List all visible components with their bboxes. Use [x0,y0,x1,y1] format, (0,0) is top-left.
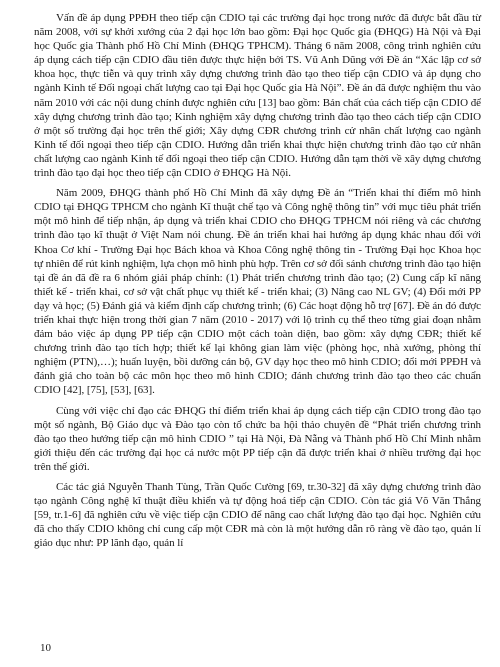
page-number: 10 [40,642,51,654]
paragraph-authors-research: Các tác giả Nguyễn Thanh Tùng, Trần Quốc Cường [69, tr.30-32] đã xây dựng chương trình đào tạo ngành Công nghệ kĩ thuật điều khiển và tự động hoá tiếp cận CDIO. Còn tác giả Võ Văn Thắng [59, tr.1-6] đã nghiên cứu về việc tiếp cận CDIO để nâng cao chất lượng đào tạo đại học. Nghiên cứu đã cho thấy CDIO không chỉ cung cấp một CĐR mà còn là một hướng dẫn rõ ràng về đào tạo, quản lí giáo dục như: PP lãnh đạo, quản lí [34,481,481,550]
paragraph-cdio-history-2008: Vấn đề áp dụng PPĐH theo tiếp cận CDIO tại các trường đại học trong nước đã được bắt đầu từ năm 2008, với sự khởi xướng của 2 đại học lớn bao gồm: Đại học Quốc gia (ĐHQG) Hà Nội và Đại học Quốc gia Thành phố Hồ Chí Minh (ĐHQG TPHCM). Tháng 6 năm 2008, công trình nghiên cứu áp dụng cách tiếp cận CDIO đầu tiên được thực hiện bởi TS. Vũ Anh Dũng với Đề án “Xác lập cơ sở khoa học, thực tiễn và quy trình xây dựng chương trình đào tạo theo tiếp cận CDIO và áp dụng cho ngành Kinh tế Đối ngoại chất lượng cao tại Đại học Quốc gia Hà Nội”. Đề án đã được nghiệm thu vào năm 2010 với các nội dung chính được nghiên cứu [13] bao gồm: Bản chất của cách tiếp cận CDIO để xây dựng chương trình đào tạo; Kinh nghiệm xây dựng chương trình đào tạo theo cách tiếp cận CDIO ở một số trường đại học trên thế giới; Xây dựng CĐR chương trình cử nhân chất lượng cao ngành Kinh tế đối ngoại theo tiếp cận CDIO. Hướng dẫn triển khai thực hiện chương trình đào tạo cử nhân chất lượng cao ngành Kinh tế đối ngoại theo tiếp cận CDIO. Hướng dẫn tạm thời về xây dựng chương trình đào tạo đại học theo tiếp cận CDIO ở ĐHQG Hà Nội. [34,12,481,180]
paragraph-hcmc-project-2009: Năm 2009, ĐHQG thành phố Hồ Chí Minh đã xây dựng Đề án “Triển khai thí điểm mô hình CDIO tại ĐHQG TPHCM cho ngành Kĩ thuật chế tạo và Công nghệ thông tin” với mục tiêu phát triển một mô hình để tiếp nhận, áp dụng và triển khai CDIO cho ĐHQG TPHCM nói riêng và các chương trình đào tạo kĩ thuật ở Việt Nam nói chung. Đề án triển khai hai hướng áp dụng khác nhau đối với Khoa Cơ khí - Trường Đại học Bách khoa và Khoa Công nghệ thông tin - Trường Đại học Khoa học tự nhiên để rút kinh nghiệm, lựa chọn mô hình phù hợp. Trên cơ sở đối sánh chương trình đào tạo hiện tại đề án đã đề ra 6 nhóm giải pháp chính: (1) Phát triển chương trình đào tạo; (2) Cung cấp kĩ năng thiết kế - triển khai, cơ sở vật chất phục vụ thiết kế - triển khai; (3) Nâng cao NL GV; (4) Đổi mới PP dạy và học; (5) Đánh giá và kiểm định cấp chương trình; (6) Các hoạt động hỗ trợ [67]. Đề án đó được triển khai thực hiện trong thời gian 7 năm (2010 - 2017) với lộ trình cụ thể theo từng giai đoạn nhằm đảm bảo việc áp dụng PP tiếp cận CDIO một cách toàn diện, bao gồm: xây dựng CĐR; thiết kế chương trình đào tạo tích hợp; thiết kế lại không gian làm việc (phòng học, nhà xưởng, phòng thí nghiệm (PTN),…); huấn luyện, bồi dưỡng cán bộ, GV dạy học theo mô hình CDIO; đổi mới PPĐH và đánh giá cho toàn bộ các môn học theo mô hình CDIO; đánh chương trình đào tạo theo các chuẩn CDIO [42], [75], [53], [63]. [34,187,481,397]
document-page [34,11,481,550]
paragraph-ministry-workshops: Cùng với việc chỉ đạo các ĐHQG thí điểm triển khai áp dụng cách tiếp cận CDIO trong đào tạo một số ngành, Bộ Giáo dục và Đào tạo còn tổ chức ba hội thảo chuyên đề “Phát triển chương trình đào tạo theo hướng tiếp cận mô hình CDIO ” tại Hà Nội, Đà Nẵng và Thành phố Hồ Chí Minh nhằm giới thiệu đến các trường đại học cả nước một PP tiếp cận đã được triển khai ở nhiều trường đại học trên thế giới. [34,404,481,473]
